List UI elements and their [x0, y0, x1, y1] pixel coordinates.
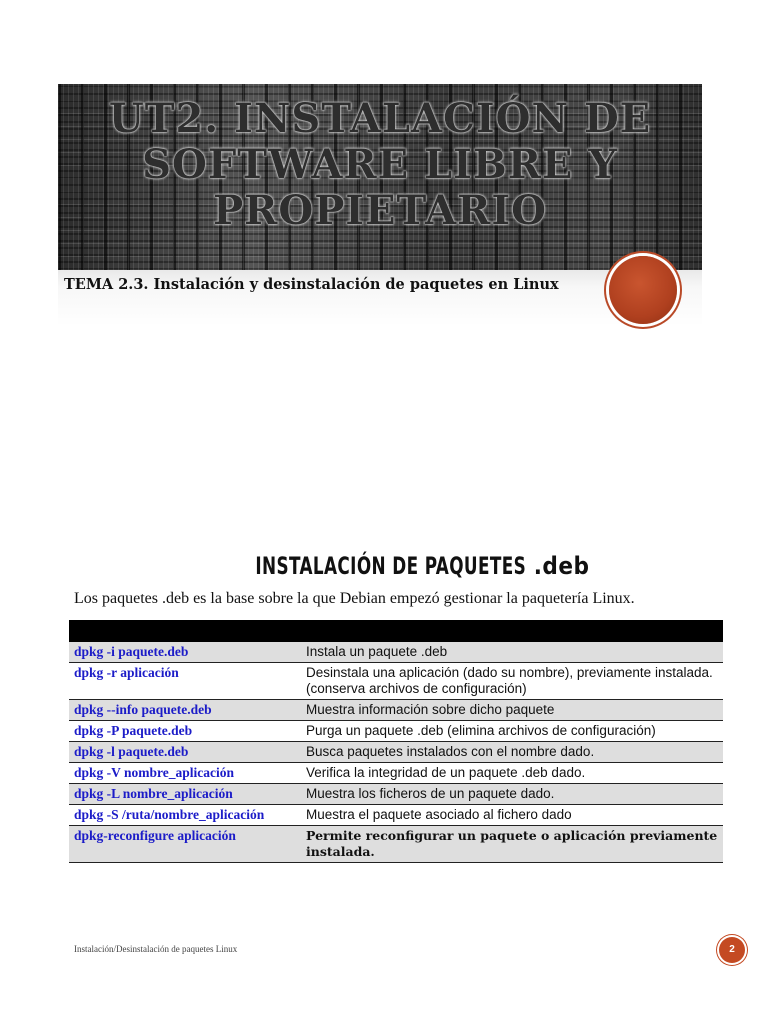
table-row — [69, 805, 723, 826]
table-row — [69, 763, 723, 784]
table-header-cell — [301, 620, 723, 642]
table-row — [69, 784, 723, 805]
table-header-row — [69, 620, 723, 642]
page-number-badge: 2 — [719, 937, 745, 963]
section-title-suffix: .deb — [533, 552, 590, 580]
title-banner — [58, 84, 702, 270]
description-cell: Busca paquetes instalados con el nombre dado. — [301, 742, 723, 763]
slide-title: UT2. INSTALACIÓN DE SOFTWARE LIBRE Y PROPIETARIO — [108, 95, 652, 234]
description-cell: Muestra los ficheros de un paquete dado. — [301, 784, 723, 805]
table-row — [69, 663, 723, 700]
command-cell: dpkg -V nombre_aplicación — [69, 763, 301, 784]
subtitle-bar — [58, 270, 702, 326]
description-cell: Instala un paquete .deb — [301, 642, 723, 663]
command-cell: dpkg-reconfigure aplicación — [69, 826, 301, 863]
command-cell: dpkg -l paquete.deb — [69, 742, 301, 763]
table-header-cell — [69, 620, 301, 642]
description-cell: Muestra el paquete asociado al fichero dado — [301, 805, 723, 826]
decorative-circle-emblem — [609, 256, 677, 324]
command-cell: dpkg -P paquete.deb — [69, 721, 301, 742]
section-title-main: INSTALACIÓN DE PAQUETES — [254, 552, 526, 580]
description-cell: Permite reconfigurar un paquete o aplicación previamente instalada. — [301, 826, 723, 863]
intro-paragraph: Los paquetes .deb es la base sobre la que Debian empezó gestionar la paquetería Linux. — [74, 590, 635, 607]
section-title — [0, 552, 768, 580]
command-cell: dpkg -L nombre_aplicación — [69, 784, 301, 805]
dpkg-commands-table — [69, 620, 723, 863]
command-cell: dpkg --info paquete.deb — [69, 700, 301, 721]
table-row — [69, 826, 723, 863]
table-row — [69, 700, 723, 721]
description-cell: Purga un paquete .deb (elimina archivos de configuración) — [301, 721, 723, 742]
command-cell: dpkg -i paquete.deb — [69, 642, 301, 663]
table-row — [69, 721, 723, 742]
description-cell: Desinstala una aplicación (dado su nombre), previamente instalada. (conserva archivos de configuración) — [301, 663, 723, 700]
slide-subtitle: TEMA 2.3. Instalación y desinstalación de paquetes en Linux — [64, 276, 559, 293]
command-cell: dpkg -r aplicación — [69, 663, 301, 700]
table-row — [69, 642, 723, 663]
footer-text: Instalación/Desinstalación de paquetes Linux — [74, 944, 238, 954]
description-cell: Muestra información sobre dicho paquete — [301, 700, 723, 721]
description-cell: Verifica la integridad de un paquete .deb dado. — [301, 763, 723, 784]
table-row — [69, 742, 723, 763]
command-cell: dpkg -S /ruta/nombre_aplicación — [69, 805, 301, 826]
